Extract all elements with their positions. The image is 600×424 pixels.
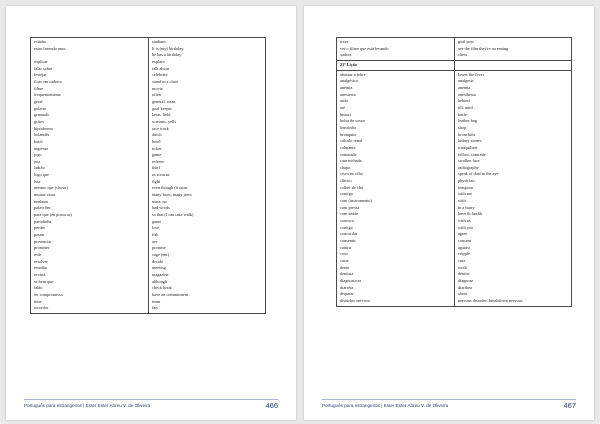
portuguese-terms-cell: trave ver o filme que está levando xadrez — [337, 38, 455, 61]
portuguese-terms-cell: abaixar a febre analgésico anemia anestesia atrás até bisturi bolsa de couro bonzinho bronquite cálculo renal calmante camarada cara inchada chapa cisco no olho clínico colher de chá contigo com (instrumento) com pressa com saúde conosco contigo concordar consentir contra coxo curar dente dentista diagnosticar diarréia disparar distúrbio nervoso — [337, 70, 455, 306]
right-page — [304, 6, 594, 420]
section-title-empty-cell — [455, 60, 572, 70]
table-row — [337, 70, 572, 306]
page-footer — [322, 399, 576, 408]
page-footer — [24, 399, 278, 408]
footer-text: Português para estrangeiros | Ester Ester Abreu V. de Oliveira — [322, 403, 449, 408]
vocabulary-table — [336, 37, 572, 307]
table-row — [337, 38, 572, 61]
portuguese-terms-cell: estádio estar fazendo anos explicar falar sobre festejar ficar em cadeira filme frequentemente geral goleiro gramado gritos hipódromo holandês hotel ingresso jogo juiz ladrão logo que luta mesmo que (chova) muitas vaias nenhum palavrões para que (eu possa ar) partidinha perder passar presenciar prometer rede resolver reunião revista se bem que talão ter compromisso time torcedor — [31, 38, 149, 314]
table-row — [31, 38, 266, 314]
vocabulary-table — [30, 37, 266, 314]
footer-text: Português para estrangeiros | Ester Ester Abreu V. de Oliveira — [24, 403, 151, 408]
section-title: 25ª Lição — [337, 60, 455, 70]
english-terms-cell: goal post see the film they're screening chess — [455, 38, 572, 61]
page-number: 467 — [563, 401, 576, 410]
english-terms-cell: lower the fever analgesic anemia anesthesia behind till, until knife leather bag shop bronchitis kidney stones tranquilizer fellow, comrade swollen face radiography speak of dust in the eye physician teaspoon with me with in a hurry have th health with us with you agree consent against cripple cure tooth dentist diagnose diarrhea shoot nervous disorder, breakdown nervous — [455, 70, 572, 306]
page-number: 466 — [265, 401, 278, 410]
english-terms-cell: stadium It is (my) birthday, he has a birthday explain talk about celebrate stand in a chair movie often general, stans goal keeper lawn, field screams, yells race track dutch hotel ticket game referee thief as soon as fight even though (it rains many boos, many jeers none, no bad words so that (I can take walk) game lose fish see promise cage (net) decide meeting magazine although check book have an commitment team fan — [149, 38, 266, 314]
left-page — [6, 6, 296, 420]
section-row — [337, 60, 572, 70]
